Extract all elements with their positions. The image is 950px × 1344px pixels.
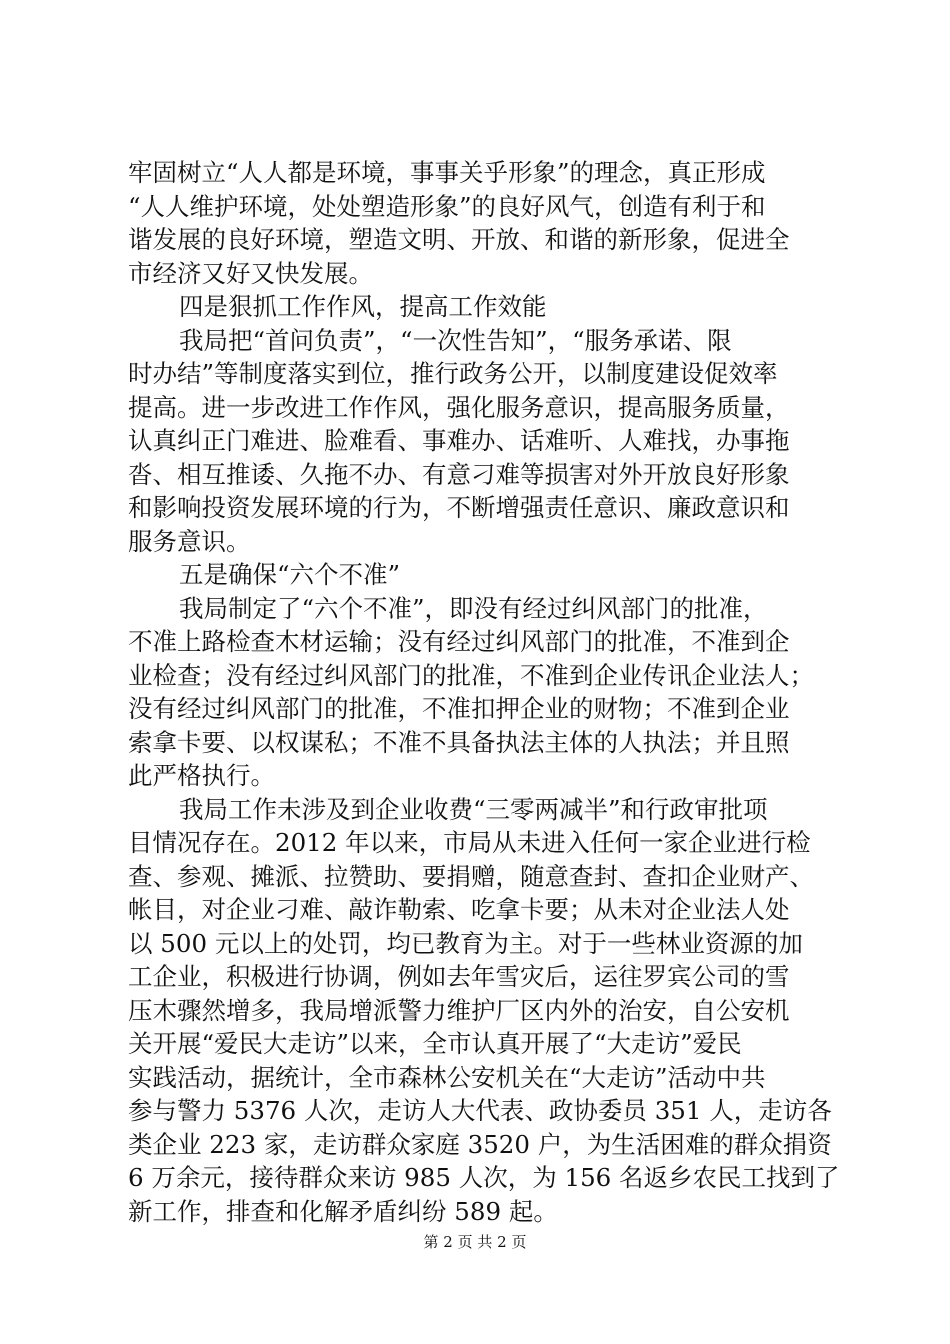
text-line: 新工作，排查和化解矛盾纠纷 589 起。 [128, 1196, 558, 1226]
text-line: 以 500 元以上的处罚，均已教育为主。对于一些林业资源的加 [128, 928, 803, 958]
text-line: 帐目，对企业刁难、敲诈勒索、吃拿卡要；从未对企业法人处 [128, 895, 790, 924]
section-heading: 五是确保“六个不准” [179, 560, 401, 589]
text-line: 目情况存在。2012 年以来，市局从未进入任何一家企业进行检 [128, 828, 811, 857]
text-line: 市经济又好又快发展。 [128, 258, 373, 288]
text-line: 此严格执行。 [128, 761, 275, 790]
text-line: 认真纠正门难进、脸难看、事难办、话难听、人难找，办事拖 [128, 426, 790, 455]
text-line: 压木骤然增多，我局增派警力维护厂区内外的治安，自公安机 [128, 995, 790, 1025]
text-line: 工企业，积极进行协调，例如去年雪灾后，运往罗宾公司的雪 [128, 962, 790, 991]
text-line: 服务意识。 [128, 526, 251, 556]
page-number-footer: 第 2 页 共 2 页 [423, 1233, 527, 1251]
text-line: 关开展“爱民大走访”以来，全市认真开展了“大走访”爱民 [128, 1029, 742, 1058]
text-line: 参与警力 5376 人次，走访人大代表、政协委员 351 人，走访各 [128, 1096, 832, 1125]
text-line: 业检查；没有经过纠风部门的批准，不准到企业传讯企业法人； [128, 660, 814, 690]
text-line: “人人维护环境，处处塑造形象”的良好风气，创造有利于和 [128, 191, 766, 221]
text-line: 6 万余元，接待群众来访 985 人次，为 156 名返乡农民工找到了 [128, 1163, 840, 1192]
section-heading: 四是狠抓工作作风，提高工作效能 [179, 292, 547, 321]
text-line: 和影响投资发展环境的行为，不断增强责任意识、廉政意识和 [128, 493, 790, 522]
text-line: 不准上路检查木材运输；没有经过纠风部门的批准，不准到企 [128, 627, 790, 656]
text-line: 索拿卡要、以权谋私；不准不具备执法主体的人执法；并且照 [128, 727, 790, 757]
document-body [128, 156, 838, 1228]
text-line: 查、参观、摊派、拉赞助、要捐赠，随意查封、查扣企业财产、 [128, 861, 814, 891]
text-line: 时办结”等制度落实到位，推行政务公开，以制度建设促效率 [128, 359, 778, 388]
text-line: 谐发展的良好环境，塑造文明、开放、和谐的新形象，促进全 [128, 225, 790, 254]
text-line: 我局制定了“六个不准”，即没有经过纠风部门的批准， [179, 593, 768, 623]
text-line: 类企业 223 家，走访群众家庭 3520 户，为生活困难的群众捐资 [128, 1129, 832, 1159]
text-line: 提高。进一步改进工作作风，强化服务意识，提高服务质量， [128, 392, 790, 422]
text-line: 牢固树立“人人都是环境，事事关乎形象”的理念，真正形成 [128, 158, 766, 187]
text-line: 我局把“首问负责”，“一次性告知”，“服务承诺、限 [179, 325, 732, 355]
text-line: 沓、相互推诿、久拖不办、有意刁难等损害对外开放良好形象 [128, 459, 790, 489]
text-line: 没有经过纠风部门的批准，不准扣押企业的财物；不准到企业 [128, 694, 790, 723]
text-line: 我局工作未涉及到企业收费“三零两减半”和行政审批项 [179, 794, 768, 824]
text-line: 实践活动，据统计，全市森林公安机关在“大走访”活动中共 [128, 1062, 766, 1092]
